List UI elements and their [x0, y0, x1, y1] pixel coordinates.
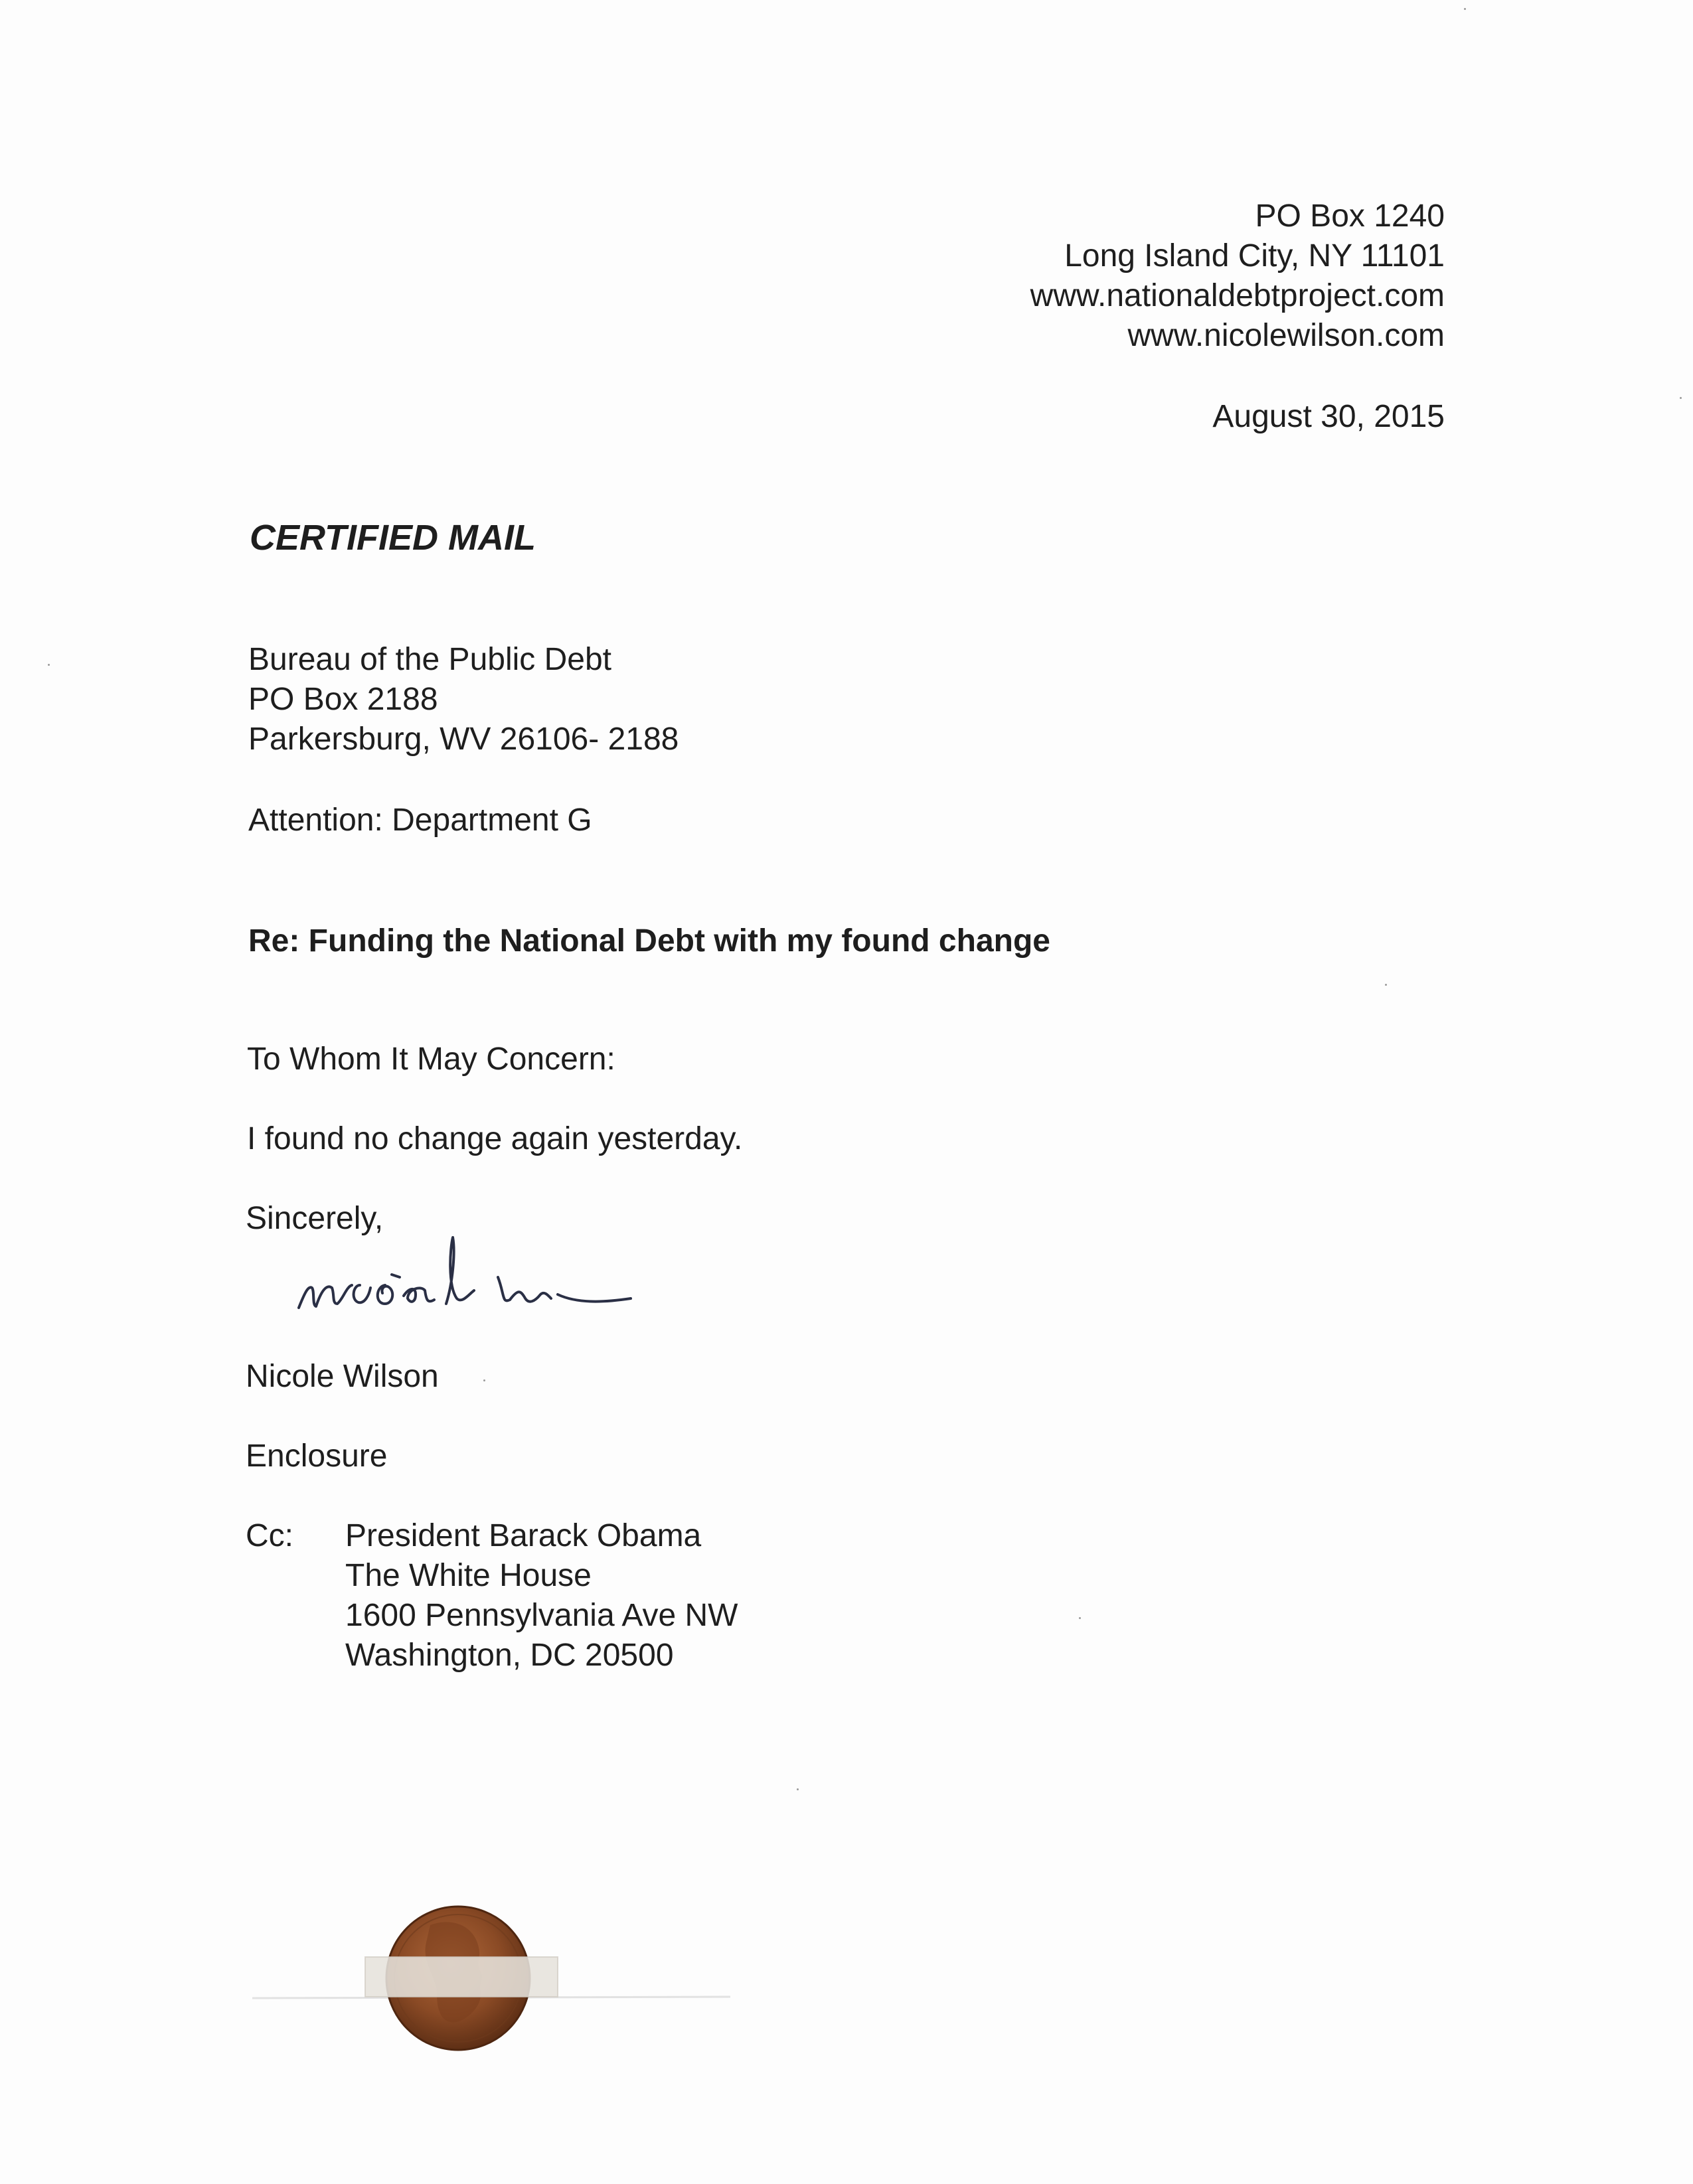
recipient-line-3: Parkersburg, WV 26106- 2188 — [248, 722, 679, 757]
attention-line: Attention: Department G — [248, 803, 592, 838]
cc-line-2: The White House — [345, 1558, 592, 1593]
scan-speck — [797, 1788, 799, 1790]
taped-penny-image — [252, 1879, 730, 2078]
cc-label: Cc: — [246, 1518, 293, 1553]
sender-line-2: Long Island City, NY 11101 — [1064, 238, 1445, 273]
scan-speck — [1464, 8, 1466, 10]
scan-speck — [1680, 397, 1682, 399]
scan-speck — [483, 1379, 485, 1381]
cc-line-1: President Barack Obama — [345, 1518, 702, 1553]
body-text: I found no change again yesterday. — [247, 1121, 743, 1156]
cc-line-4: Washington, DC 20500 — [345, 1638, 674, 1673]
sender-website-2: www.nicolewilson.com — [1127, 318, 1445, 353]
sender-website-1: www.nationaldebtproject.com — [1030, 278, 1445, 313]
scan-speck — [48, 664, 50, 666]
letter-date: August 30, 2015 — [1212, 399, 1445, 434]
handwritten-signature — [285, 1221, 710, 1334]
scan-speck — [1385, 984, 1387, 986]
recipient-address — [248, 640, 679, 759]
subject-line: Re: Funding the National Debt with my found change — [248, 923, 1050, 959]
recipient-line-2: PO Box 2188 — [248, 682, 438, 717]
recipient-line-1: Bureau of the Public Debt — [248, 642, 612, 677]
cc-address — [345, 1516, 738, 1676]
scan-speck — [1079, 1617, 1081, 1619]
salutation: To Whom It May Concern: — [247, 1042, 615, 1077]
sender-line-1: PO Box 1240 — [1255, 198, 1445, 234]
signatory-name: Nicole Wilson — [246, 1359, 439, 1394]
sender-address — [1030, 196, 1445, 356]
closing: Sincerely, — [246, 1201, 384, 1236]
cc-line-3: 1600 Pennsylvania Ave NW — [345, 1598, 738, 1633]
delivery-method: CERTIFIED MAIL — [250, 518, 536, 558]
enclosure-note: Enclosure — [246, 1439, 388, 1474]
